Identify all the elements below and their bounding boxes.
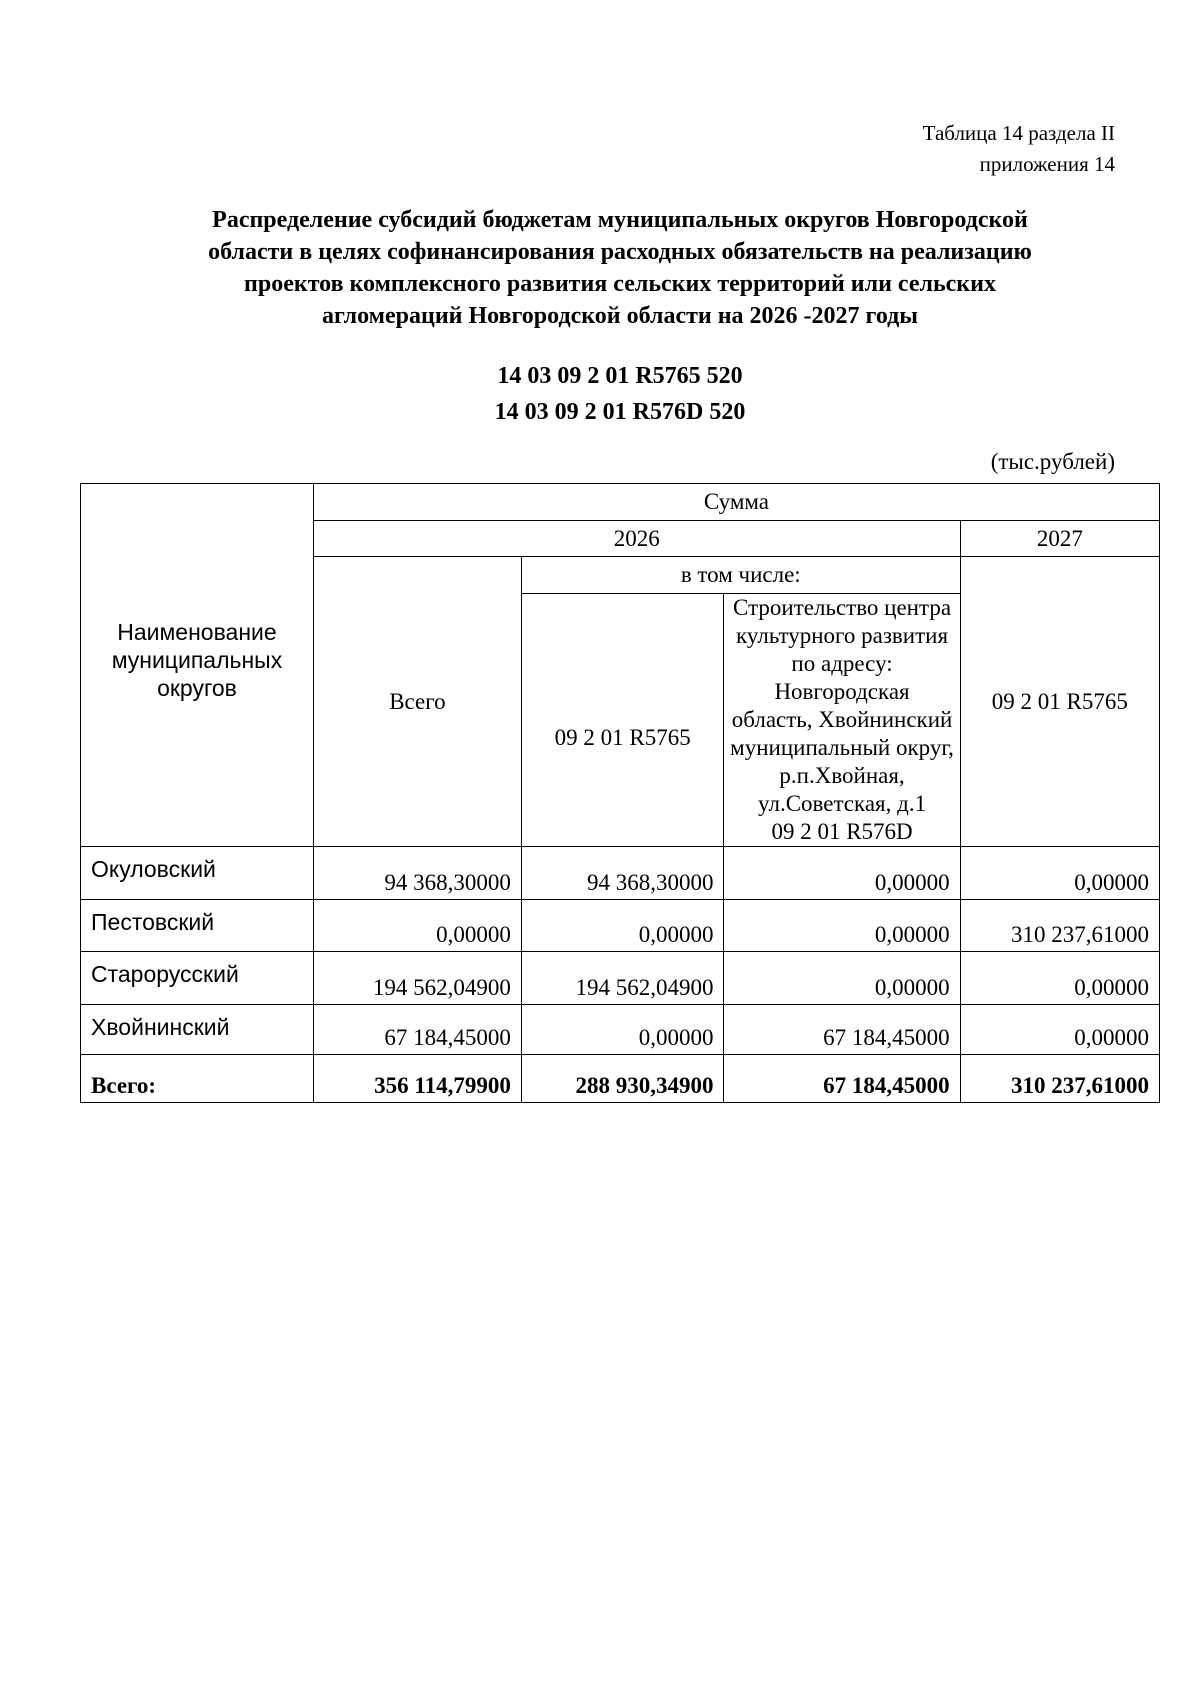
header-code-r5765 bbox=[521, 594, 724, 847]
construction-line-5: муниципальный округ, bbox=[730, 735, 954, 760]
reference-line-appendix: приложения 14 bbox=[979, 152, 1115, 176]
construction-line-7: ул.Советская, д.1 bbox=[757, 791, 927, 816]
row-r576d: 0,00000 bbox=[724, 847, 960, 900]
header-municipality-name-text: Наименование муниципальных округов bbox=[111, 619, 283, 701]
table-row bbox=[81, 952, 1160, 1005]
construction-line-3: по адресу: Новгородская bbox=[774, 651, 910, 704]
row-r576d: 67 184,45000 bbox=[724, 1005, 960, 1055]
row-total: 94 368,30000 bbox=[313, 847, 521, 900]
construction-line-4: область, Хвойнинский bbox=[731, 707, 953, 732]
header-code-r5765-text: 09 2 01 R5765 bbox=[554, 725, 691, 750]
row-r5765: 0,00000 bbox=[521, 1005, 724, 1055]
row-2027: 310 237,61000 bbox=[960, 900, 1159, 952]
title-line-2: области в целях софинансирования расходных обязательств на реализацию bbox=[208, 239, 1032, 265]
row-total: 0,00000 bbox=[313, 900, 521, 952]
header-total: Всего bbox=[313, 557, 521, 847]
row-2027: 0,00000 bbox=[960, 952, 1159, 1005]
budget-codes bbox=[80, 358, 1160, 430]
header-code-2027: 09 2 01 R5765 bbox=[960, 557, 1159, 847]
total-r5765: 288 930,34900 bbox=[521, 1055, 724, 1103]
header-year-2026: 2026 bbox=[313, 521, 960, 557]
row-2027: 0,00000 bbox=[960, 847, 1159, 900]
table-total-row bbox=[81, 1055, 1160, 1103]
title-line-1: Распределение субсидий бюджетам муниципальных округов Новгородской bbox=[212, 207, 1028, 233]
header-construction bbox=[724, 594, 960, 847]
row-r5765: 94 368,30000 bbox=[521, 847, 724, 900]
header-municipality-name bbox=[81, 484, 314, 847]
title-line-3: проектов комплексного развития сельских территорий или сельских bbox=[244, 271, 996, 297]
reference-line-table: Таблица 14 раздела II bbox=[922, 121, 1115, 145]
row-r576d: 0,00000 bbox=[724, 900, 960, 952]
row-r5765: 0,00000 bbox=[521, 900, 724, 952]
total-2027: 310 237,61000 bbox=[960, 1055, 1159, 1103]
document-title bbox=[80, 204, 1160, 332]
document-reference bbox=[923, 118, 1115, 180]
table-row bbox=[81, 847, 1160, 900]
total-r576d: 67 184,45000 bbox=[724, 1055, 960, 1103]
row-name: Окуловский bbox=[81, 847, 314, 900]
construction-line-8: 09 2 01 R576D bbox=[771, 819, 913, 844]
row-r5765: 194 562,04900 bbox=[521, 952, 724, 1005]
total-label: Всего: bbox=[81, 1055, 314, 1103]
construction-line-1: Строительство центра bbox=[733, 595, 952, 620]
table-row bbox=[81, 900, 1160, 952]
construction-line-6: р.п.Хвойная, bbox=[779, 763, 905, 788]
header-summa: Сумма bbox=[313, 484, 1159, 521]
header-year-2027: 2027 bbox=[960, 521, 1159, 557]
row-2027: 0,00000 bbox=[960, 1005, 1159, 1055]
row-total: 67 184,45000 bbox=[313, 1005, 521, 1055]
row-r576d: 0,00000 bbox=[724, 952, 960, 1005]
subsidy-table bbox=[80, 483, 1160, 1103]
units-label: (тыс.рублей) bbox=[990, 449, 1115, 474]
header-including: в том числе: bbox=[521, 557, 960, 594]
row-total: 194 562,04900 bbox=[313, 952, 521, 1005]
total-sum: 356 114,79900 bbox=[313, 1055, 521, 1103]
row-name: Хвойнинский bbox=[81, 1005, 314, 1055]
table-row bbox=[81, 1005, 1160, 1055]
row-name: Пестовский bbox=[81, 900, 314, 952]
budget-code-1: 14 03 09 2 01 R5765 520 bbox=[497, 363, 743, 389]
title-line-4: агломераций Новгородской области на 2026 -2027 годы bbox=[321, 303, 919, 329]
row-name: Старорусский bbox=[81, 952, 314, 1005]
construction-line-2: культурного развития bbox=[736, 623, 949, 648]
budget-code-2: 14 03 09 2 01 R576D 520 bbox=[494, 399, 746, 425]
